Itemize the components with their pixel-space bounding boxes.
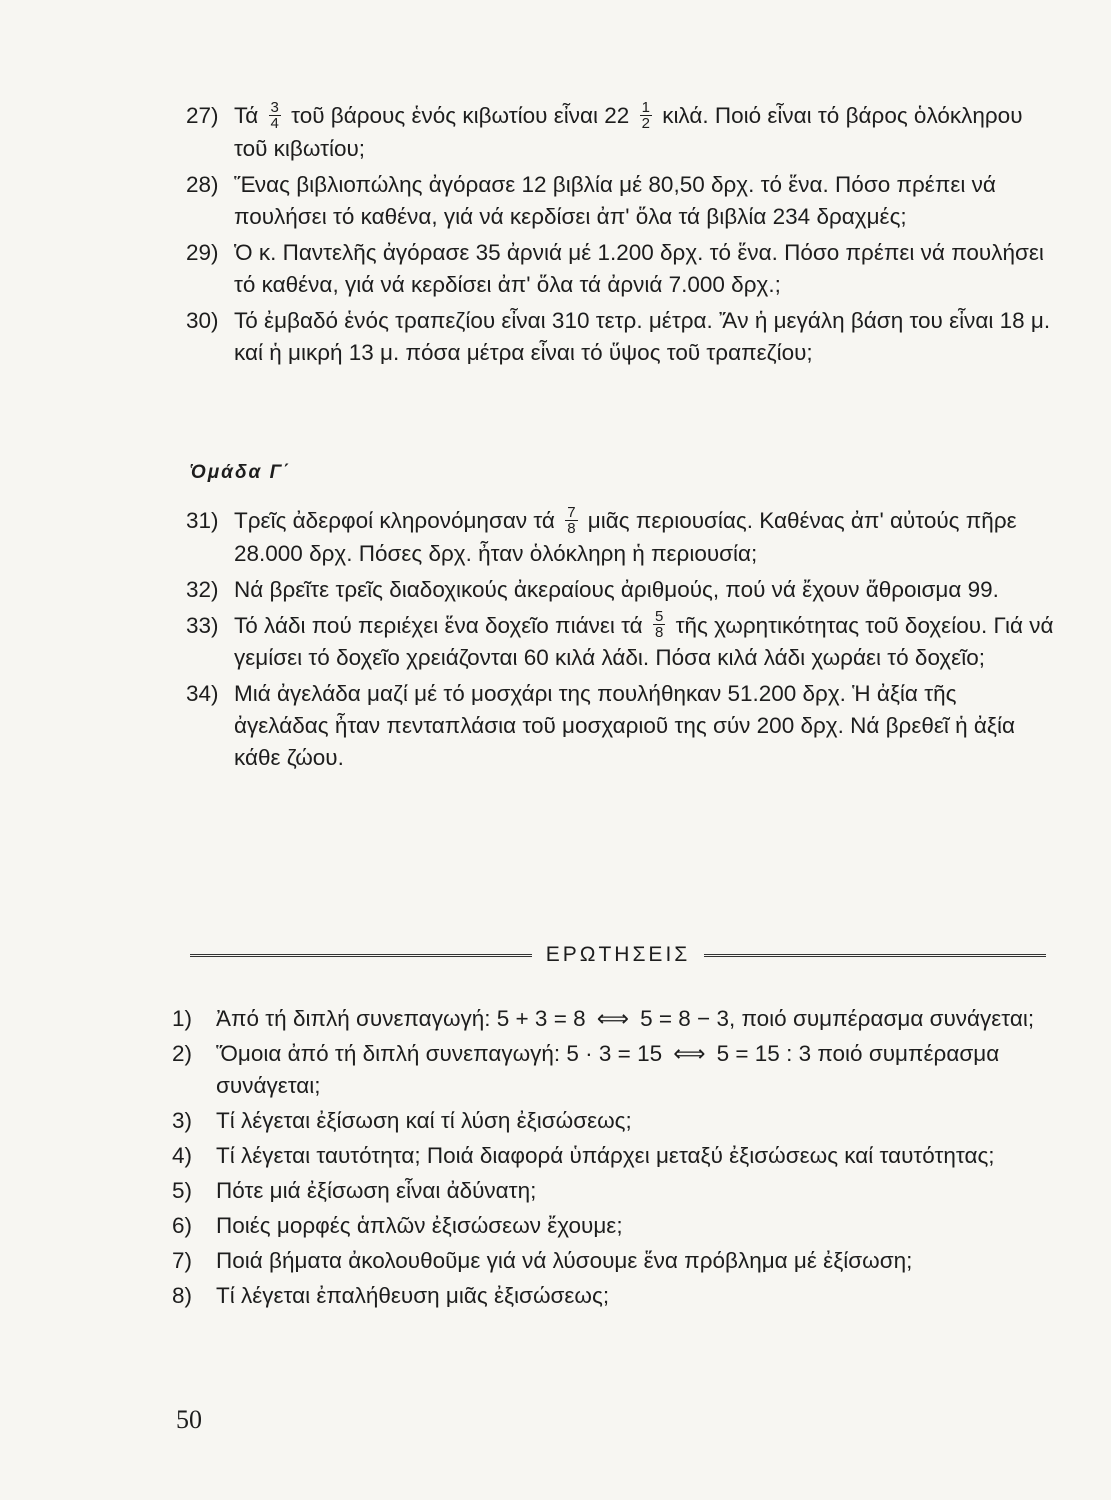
fraction: $\frac{1}{2}$ <box>641 98 650 132</box>
question-text: Ἀπό τή διπλή συνεπαγωγή: 5 + 3 = 8 ⟺ 5 = 8 − 3, ποιό συμπέρασμα συνάγεται; <box>216 1003 1052 1035</box>
problem-number: 34) <box>186 681 219 707</box>
double-implication-arrow: ⟺ <box>673 1041 706 1066</box>
problem-29 <box>186 237 1054 301</box>
problem-text: Τρεῖς ἀδερφοί κληρονόμησαν τά $\frac{7}{8}$ μιᾶς περιουσίας. Καθένας ἀπ' αὐτούς πῆρε 28.000 δρχ. Πόσες δρχ. ἦταν ὁλόκληρη ἡ περιουσία; <box>234 503 1017 566</box>
problems-list <box>186 100 1054 373</box>
heading-rule-left <box>190 954 532 957</box>
question-8 <box>172 1280 1052 1312</box>
problem-text: Νά βρεῖτε τρεῖς διαδοχικούς ἀκεραίους ἀριθμούς, πού νά ἔχουν ἄθροισμα 99. <box>234 576 999 602</box>
question-number: 1) <box>172 1006 193 1031</box>
problem-text: Τό λάδι πού περιέχει ἕνα δοχεῖο πιάνει τά $\frac{5}{8}$ τῆς χωρητικότητας τοῦ δοχείου. Γιά νά γεμίσει τό δοχεῖο χρειάζονται 60 κιλά λάδι. Πόσα κιλά λάδι χωράει τό δοχεῖο; <box>234 608 1054 671</box>
problem-number: 30) <box>186 307 219 333</box>
problem-number: 27) <box>186 103 219 128</box>
problem-number: 33) <box>186 612 219 638</box>
problem-28 <box>186 169 1054 233</box>
question-3 <box>172 1105 1052 1137</box>
question-4 <box>172 1140 1052 1172</box>
problem-number: 31) <box>186 508 219 533</box>
problem-number: 28) <box>186 171 219 197</box>
question-text: Ὅμοια ἀπό τή διπλή συνεπαγωγή: 5 · 3 = 15 ⟺ 5 = 15 : 3 ποιό συμπέρασμα συνάγεται; <box>216 1038 1052 1102</box>
fraction: $\frac{3}{4}$ <box>270 98 279 132</box>
questions-title: ΕΡΩΤΗΣΕΙΣ <box>545 943 691 966</box>
fraction: $\frac{7}{8}$ <box>567 503 576 537</box>
question-text: Πότε μιά ἐξίσωση εἶναι ἀδύνατη; <box>216 1178 537 1203</box>
question-text: Τί λέγεται ἐξίσωση καί τί λύση ἐξισώσεως; <box>216 1108 632 1133</box>
problem-text: Τά $\frac{3}{4}$ τοῦ βάρους ἑνός κιβωτίου εἶναι 22 $\frac{1}{2}$ κιλά. Ποιό εἶναι τό βάρος ὁλόκληρου τοῦ κιβωτίου; <box>234 98 1023 161</box>
group-problems-list <box>186 505 1054 778</box>
question-text: Ποιές μορφές ἁπλῶν ἐξισώσεων ἔχουμε; <box>216 1213 623 1238</box>
question-number: 2) <box>172 1041 193 1066</box>
questions-list <box>172 1003 1052 1315</box>
questions-heading <box>190 940 1046 970</box>
heading-rule-right <box>704 954 1046 957</box>
problem-34 <box>186 678 1054 774</box>
question-number: 7) <box>172 1248 193 1273</box>
fraction: $\frac{5}{8}$ <box>654 608 664 642</box>
question-7 <box>172 1245 1052 1277</box>
question-text: Τί λέγεται ταυτότητα; Ποιά διαφορά ὑπάρχει μεταξύ ἐξισώσεως καί ταυτότητας; <box>216 1143 995 1168</box>
problem-27 <box>186 100 1054 165</box>
double-implication-arrow: ⟺ <box>596 1006 629 1031</box>
problem-text: Μιά ἀγελάδα μαζί μέ τό μοσχάρι της πουλήθηκαν 51.200 δρχ. Ἡ ἀξία τῆς ἀγελάδας ἦταν πενταπλάσια τοῦ μοσχαριοῦ της σύν 200 δρχ. Νά βρεθεῖ ἡ ἀξία κάθε ζώου. <box>234 681 1016 771</box>
question-1 <box>172 1003 1052 1035</box>
problem-31 <box>186 505 1054 570</box>
problem-text: Τό ἐμβαδό ἑνός τραπεζίου εἶναι 310 τετρ. μέτρα. Ἄν ἡ μεγάλη βάση του εἶναι 18 μ. καί ἡ μικρή 13 μ. πόσα μέτρα εἶναι τό ὕψος τοῦ τραπεζίου; <box>234 307 1051 365</box>
question-6 <box>172 1210 1052 1242</box>
question-number: 5) <box>172 1178 193 1203</box>
problem-33 <box>186 610 1054 675</box>
question-5 <box>172 1175 1052 1207</box>
problem-number: 32) <box>186 576 219 602</box>
question-number: 8) <box>172 1283 193 1308</box>
question-number: 4) <box>172 1143 193 1168</box>
question-number: 3) <box>172 1108 193 1133</box>
problem-text: Ἕνας βιβλιοπώλης ἀγόρασε 12 βιβλία μέ 80,50 δρχ. τό ἕνα. Πόσο πρέπει νά πουλήσει τό καθένα, γιά νά κερδίσει ἀπ' ὅλα τά βιβλία 234 δραχμές; <box>234 171 996 229</box>
question-2 <box>172 1038 1052 1102</box>
problem-32 <box>186 574 1054 606</box>
problem-text: Ὁ κ. Παντελῆς ἀγόρασε 35 ἀρνιά μέ 1.200 δρχ. τό ἕνα. Πόσο πρέπει νά πουλήσει τό καθένα, γιά νά κερδίσει ἀπ' ὅλα τά ἀρνιά 7.000 δρχ.; <box>234 239 1044 297</box>
page-number: 50 <box>176 1405 202 1434</box>
problem-number: 29) <box>186 239 219 265</box>
group-heading: Ὁμάδα Γ΄ <box>190 462 292 483</box>
question-text: Τί λέγεται ἐπαλήθευση μιᾶς ἐξισώσεως; <box>216 1283 610 1308</box>
question-text: Ποιά βήματα ἀκολουθοῦμε γιά νά λύσουμε ἕνα πρόβλημα μέ ἐξίσωση; <box>216 1248 913 1273</box>
problem-30 <box>186 305 1054 369</box>
question-number: 6) <box>172 1213 193 1238</box>
